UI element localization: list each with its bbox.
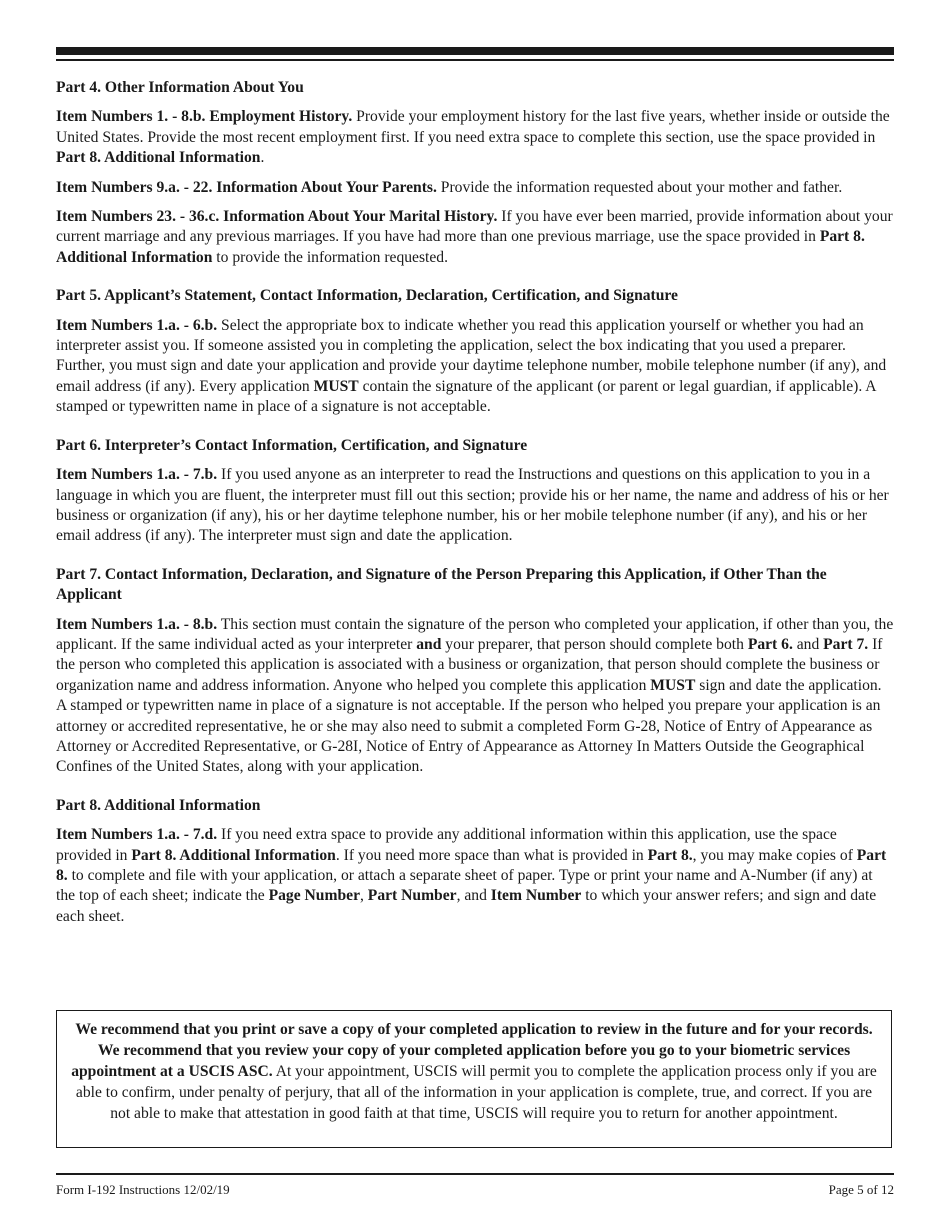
header-rule-thick [56,47,894,55]
part4-employment-history: Item Numbers 1. - 8.b. Employment History. Provide your employment history for the last five years, whether inside or outside the United States. Provide the most recent employment first. If you need extra space to complete this section, use the space provided in Part 8. Additional Information. [56,108,890,167]
part7-heading: Part 7. Contact Information, Declaration, and Signature of the Person Preparing this Application, if Other Than the Applicant [56,565,827,604]
notice-bold-text: We recommend that you print or save a copy of your completed application to review in the future and for your records. We recommend that you review your copy of your completed application before you go to your biometric services appointment at a USCIS ASC. [71,1021,873,1080]
part6-paragraph: Item Numbers 1.a. - 7.b. If you used anyone as an interpreter to read the Instructions and questions on this application to you in a language in which you are fluent, the interpreter must fill out this section; provide his or her name, the name and address of his or her business or organization (if any), his or her daytime telephone number, his or her mobile telephone number (if any), and his or her email address (if any). The interpreter must sign and date the application. [56,466,889,545]
notice-text: At your appointment, USCIS will permit you to complete the application process only if you are able to confirm, under penalty of perjury, that all of the information in your application is complete, true, and correct. If you are not able to make that attestation in good faith at that time, USCIS will require you to return for another appointment. [75,1063,877,1122]
part4-marital-history: Item Numbers 23. - 36.c. Information About Your Marital History. If you have ever been married, provide information about your current marriage and any previous marriages. If you have had more than one previous marriage, use the space provided in Part 8. Additional Information to provide the information requested. [56,208,893,266]
instructions-body [56,78,894,936]
part6-heading: Part 6. Interpreter’s Contact Information, Certification, and Signature [56,436,528,454]
footer-rule [56,1173,894,1175]
recommendation-notice-box [56,1010,892,1148]
part8-heading: Part 8. Additional Information [56,796,261,814]
part4-parents-info: Item Numbers 9.a. - 22. Information About Your Parents. Provide the information requested about your mother and father. [56,178,843,196]
part4-heading: Part 4. Other Information About You [56,79,304,96]
header-rule-thin [56,59,894,61]
part5-paragraph: Item Numbers 1.a. - 6.b. Select the appropriate box to indicate whether you read this application yourself or whether you had an interpreter assist you. If someone assisted you in completing the application, select the box indicating that you used a preparer. Further, you must sign and date your application and provide your daytime telephone number, mobile telephone number (if any), and email address (if any). Every application MUST contain the signature of the applicant (or parent or legal guardian, if applicable). A stamped or typewritten name in place of a signature is not acceptable. [56,316,887,416]
footer-form-id: Form I-192 Instructions 12/02/19 [56,1182,230,1197]
part7-paragraph: Item Numbers 1.a. - 8.b. This section must contain the signature of the person who completed your application, if other than you, the applicant. If the same individual acted as your interpreter and your preparer, that person should complete both Part 6. and Part 7. If the person who completed this application is associated with a business or organization, that person should complete the business or organization name and address information. Anyone who helped you complete this application MUST sign and date the application. A stamped or typewritten name in place of a signature is not acceptable. If the person who helped you prepare your application is an attorney or accredited representative, he or she may also need to submit a completed Form G-28, Notice of Entry of Appearance as Attorney or Accredited Representative, or G-28I, Notice of Entry of Appearance as Attorney In Matters Outside the Geographical Confines of the United States, along with your application. [56,615,894,776]
footer-page-number: Page 5 of 12 [828,1182,894,1197]
part5-heading: Part 5. Applicant’s Statement, Contact Information, Declaration, Certification, and Signature [56,287,678,305]
part8-paragraph: Item Numbers 1.a. - 7.d. If you need extra space to provide any additional information within this application, use the space provided in Part 8. Additional Information. If you need more space than what is provided in Part 8., you may make copies of Part 8. to complete and file with your application, or attach a separate sheet of paper. Type or print your name and A-Number (if any) at the top of each sheet; indicate the Page Number, Part Number, and Item Number to which your answer refers; and sign and date each sheet. [56,826,887,925]
